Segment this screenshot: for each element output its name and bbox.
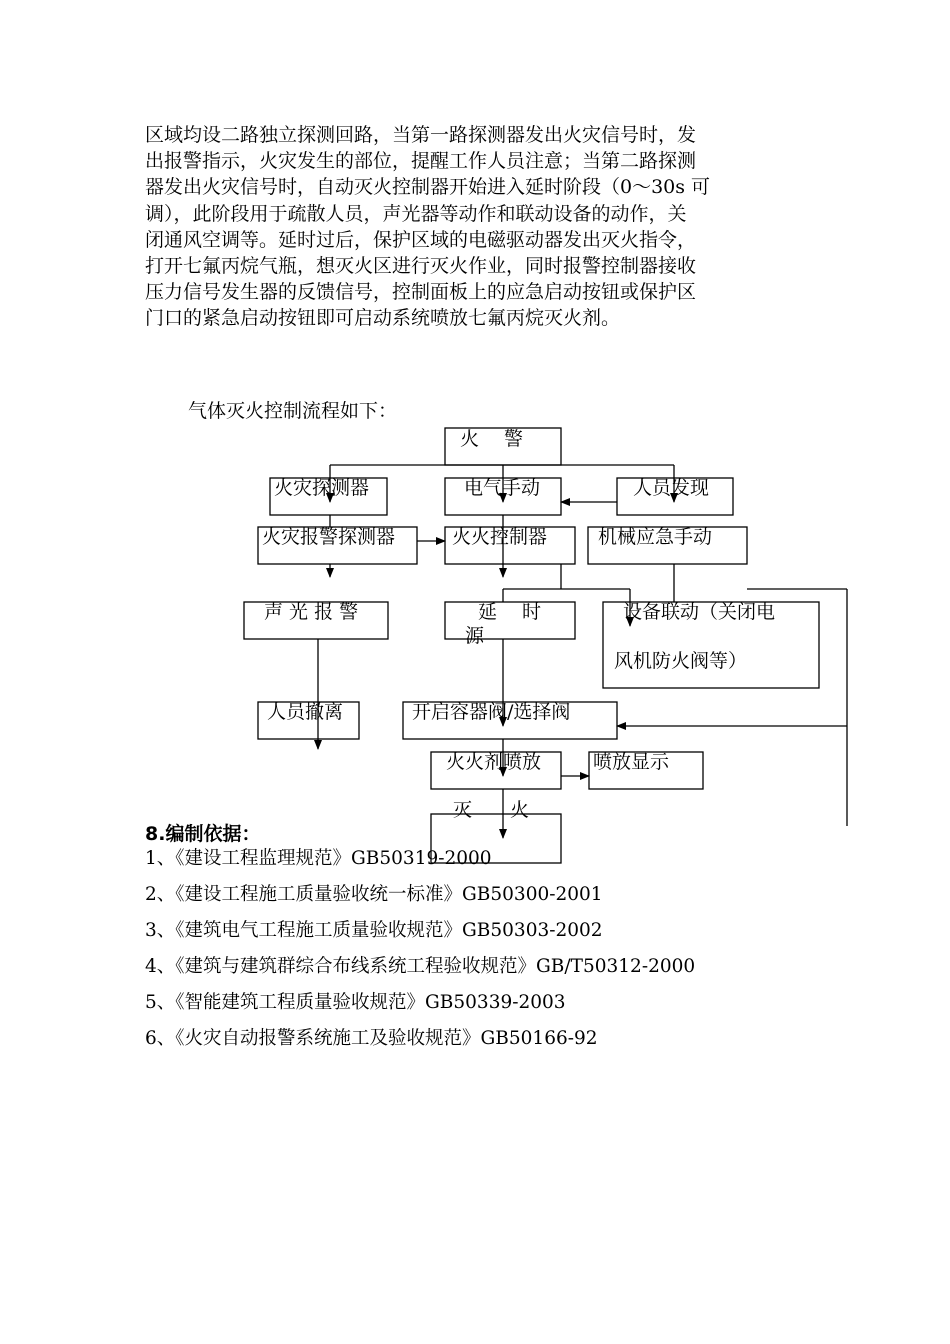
paragraph-line: 压力信号发生器的反馈信号，控制面板上的应急启动按钮或保护区	[145, 281, 697, 304]
paragraph-line: 区域均设二路独立探测回路，当第一路探测器发出火灾信号时，发	[145, 124, 697, 146]
node-extinguish-controller-label: 火火控制器	[452, 526, 548, 548]
node-fire-alarm	[445, 428, 561, 465]
node-mechanical-manual-label: 机械应急手动	[598, 526, 713, 548]
node-sound-light-alarm-label: 声 光 报 警	[264, 601, 359, 623]
node-equipment-linkage-label-1: 设备联动（关闭电	[623, 601, 776, 623]
node-evacuate	[258, 701, 359, 739]
flow-connectors	[318, 465, 847, 838]
reference-item: 2、《建设工程施工质量验收统一标准》GB50300-2001	[145, 884, 603, 905]
node-fire-detector-label: 火灾探测器	[274, 477, 370, 499]
node-sound-light-alarm	[244, 601, 388, 639]
paragraph-line: 闭通风空调等。延时过后，保护区域的电磁驱动器发出灭火指令，	[145, 228, 697, 251]
reference-item: 4、《建筑与建筑群综合布线系统工程验收规范》GB/T50312-2000	[145, 956, 696, 977]
node-person-found	[617, 477, 733, 515]
node-agent-release	[431, 751, 561, 789]
references-title: 8.编制依据：	[145, 823, 261, 845]
node-fire-alarm-label: 火 警	[460, 428, 524, 450]
reference-item: 5、《智能建筑工程质量验收规范》GB50339-2003	[145, 992, 566, 1013]
node-open-valve	[403, 701, 617, 739]
reference-item: 3、《建筑电气工程施工质量验收规范》GB50303-2002	[145, 920, 603, 941]
node-equipment-linkage	[603, 601, 819, 688]
node-release-display	[589, 751, 703, 789]
node-electric-manual-label: 电气手动	[464, 477, 541, 499]
node-person-found-label: 人员发现	[633, 477, 710, 499]
paragraph-line: 打开七氟丙烷气瓶，想灭火区进行灭火作业，同时报警控制器接收	[145, 255, 697, 278]
node-alarm-detector	[258, 526, 417, 564]
node-fire-detector	[270, 477, 387, 515]
node-alarm-detector-label: 火灾报警探测器	[262, 526, 396, 548]
paragraph-line: 器发出火灾信号时，自动灭火控制器开始进入延时阶段（0～30s 可	[145, 176, 711, 199]
paragraph-line: 调），此阶段用于疏散人员，声光器等动作和联动设备的动作，关	[145, 202, 687, 225]
node-extinguish-controller	[445, 526, 575, 564]
node-evacuate-label: 人员撤离	[267, 701, 344, 723]
paragraph-line: 门口的紧急启动按钮即可启动系统喷放七氟丙烷灭火剂。	[145, 307, 621, 330]
node-agent-release-label: 火火剂喷放	[446, 751, 542, 773]
reference-item: 1、《建设工程监理规范》GB50319-2000	[145, 848, 492, 869]
node-extinguished-label: 灭 火	[453, 799, 530, 821]
node-delay-source	[445, 601, 575, 647]
node-open-valve-label: 开启容器阀/选择阀	[412, 701, 571, 723]
reference-item: 6、《火灾自动报警系统施工及验收规范》GB50166-92	[145, 1028, 598, 1049]
node-release-display-label: 喷放显示	[593, 751, 670, 773]
node-equipment-linkage-label-2: 风机防火阀等）	[614, 650, 748, 672]
node-delay-source-label-1: 延 时	[478, 601, 542, 623]
node-delay-source-label-2: 源	[465, 625, 485, 647]
flow-caption: 气体灭火控制流程如下：	[188, 400, 398, 422]
paragraph-line: 出报警指示，火灾发生的部位，提醒工作人员注意；当第二路探测	[145, 150, 697, 173]
node-mechanical-manual	[588, 526, 747, 564]
